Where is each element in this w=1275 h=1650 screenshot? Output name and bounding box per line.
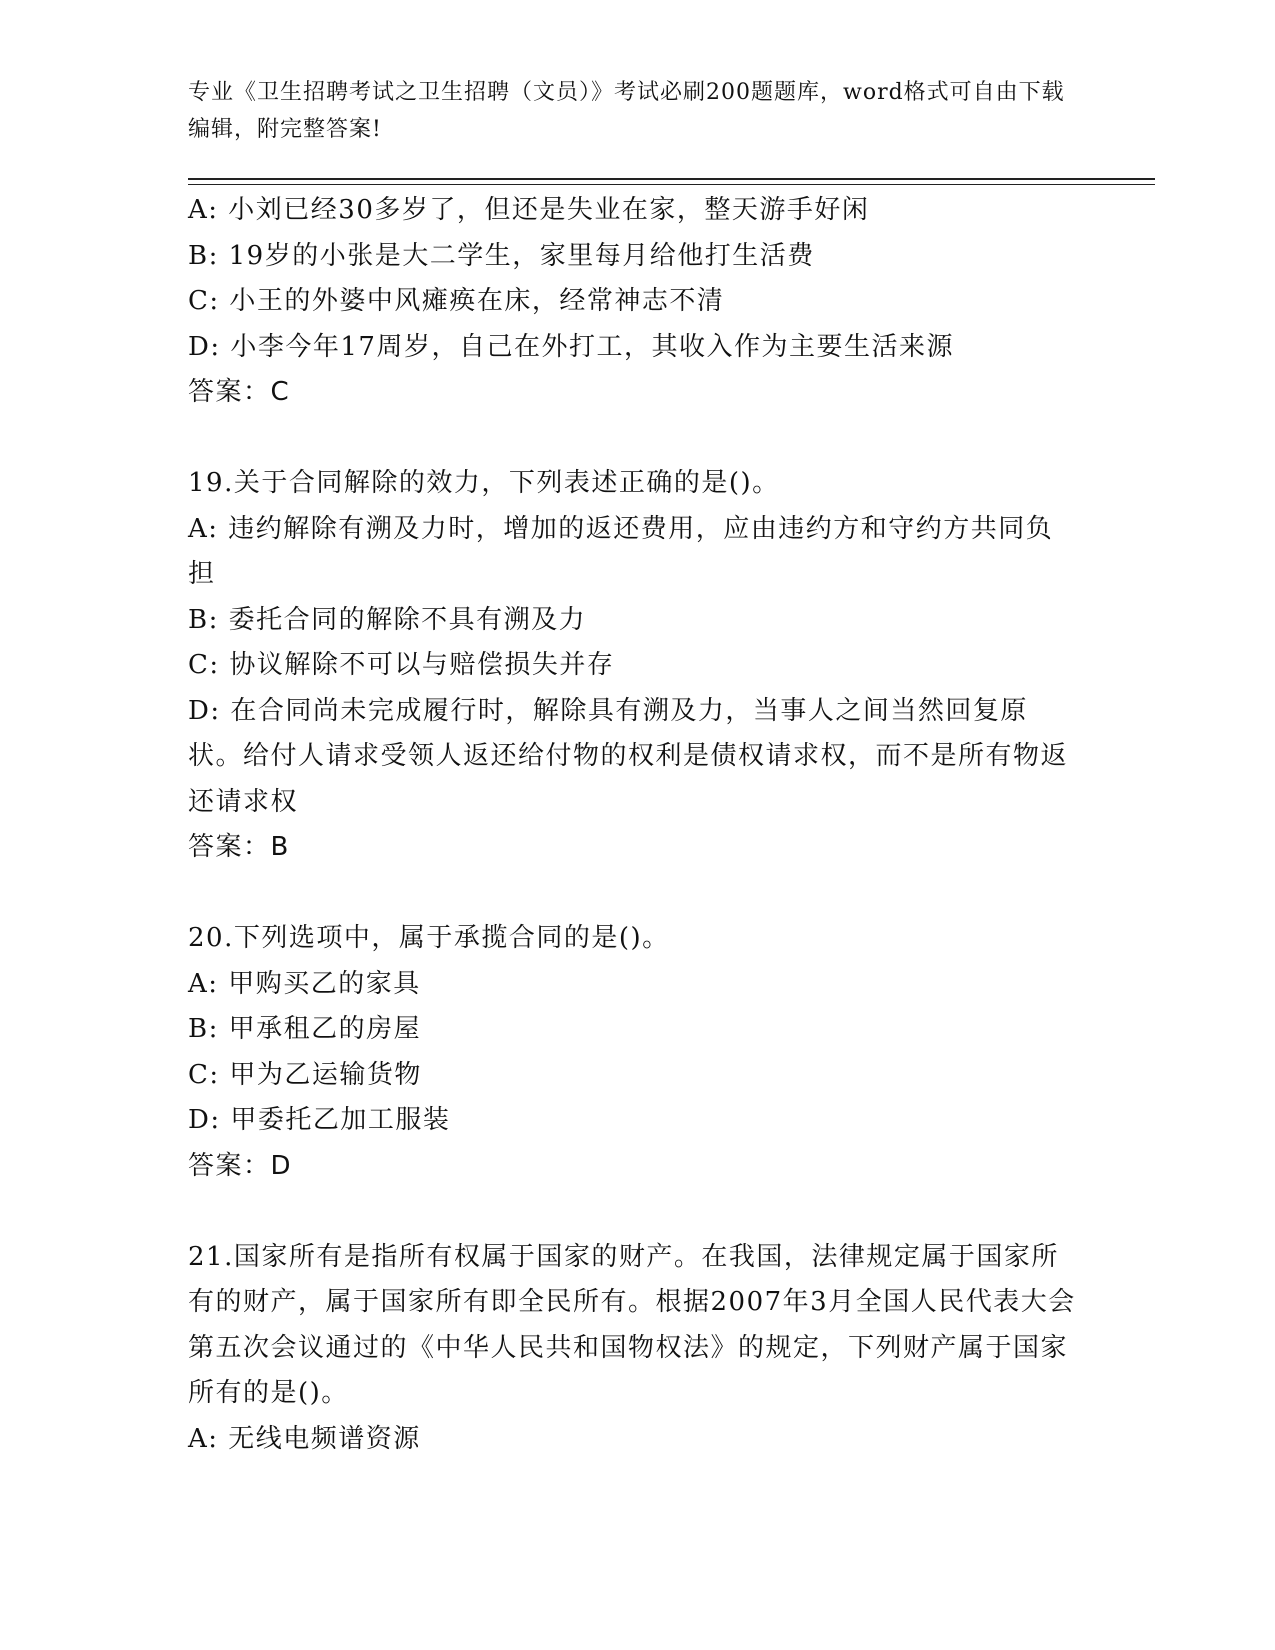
header-divider-thin (188, 184, 1155, 185)
option-b: B: 19岁的小张是大二学生，家里每月给他打生活费 (188, 240, 815, 271)
option-a: A: 小刘已经30多岁了，但还是失业在家，整天游手好闲 (188, 195, 870, 225)
option-d: D: 小李今年17周岁，自己在外打工，其收入作为主要生活来源 (188, 331, 954, 362)
option-c: C: 小王的外婆中风瘫痪在床，经常神志不清 (188, 286, 725, 316)
question-block (188, 916, 1078, 1189)
option-d: D: 在合同尚未完成履行时，解除具有溯及力，当事人之间当然回复原状。给付人请求受领人返还给付物的权利是债权请求权，而不是所有物返还请求权 (188, 695, 1069, 817)
question-block (188, 1235, 1078, 1463)
block-gap (188, 1189, 1078, 1235)
question-text: 20.下列选项中，属于承揽合同的是()。 (188, 923, 670, 953)
block-gap (188, 871, 1078, 917)
question-block (188, 461, 1078, 871)
document-header: 专业《卫生招聘考试之卫生招聘（文员）》考试必刷200题题库，word格式可自由下载编辑，附完整答案! (188, 80, 1065, 142)
block-gap (188, 416, 1078, 462)
answer-line: 答案：D (188, 1150, 293, 1181)
option-d: D: 甲委托乙加工服装 (188, 1105, 451, 1135)
question-list (188, 188, 1078, 1462)
option-a: A: 违约解除有溯及力时，增加的返还费用，应由违约方和守约方共同负担 (188, 513, 1054, 589)
option-c: C: 协议解除不可以与赔偿损失并存 (188, 650, 615, 680)
option-b: B: 甲承租乙的房屋 (188, 1014, 422, 1044)
question-text: 19.关于合同解除的效力，下列表述正确的是()。 (188, 468, 780, 498)
option-a: A: 甲购买乙的家具 (188, 968, 421, 999)
answer-line: 答案：C (188, 377, 291, 407)
question-block (188, 188, 1078, 416)
question-text: 21.国家所有是指所有权属于国家的财产。在我国，法律规定属于国家所有的财产，属于国家所有即全民所有。根据2007年3月全国人民代表大会第五次会议通过的《中华人民共和国物权法》的规定，下列财产属于国家所有的是()。 (188, 1241, 1076, 1408)
option-b: B: 委托合同的解除不具有溯及力 (188, 604, 587, 635)
option-a: A: 无线电频谱资源 (188, 1423, 421, 1454)
answer-line: 答案：B (188, 832, 290, 862)
option-c: C: 甲为乙运输货物 (188, 1059, 422, 1090)
header-divider-thick (188, 178, 1155, 180)
